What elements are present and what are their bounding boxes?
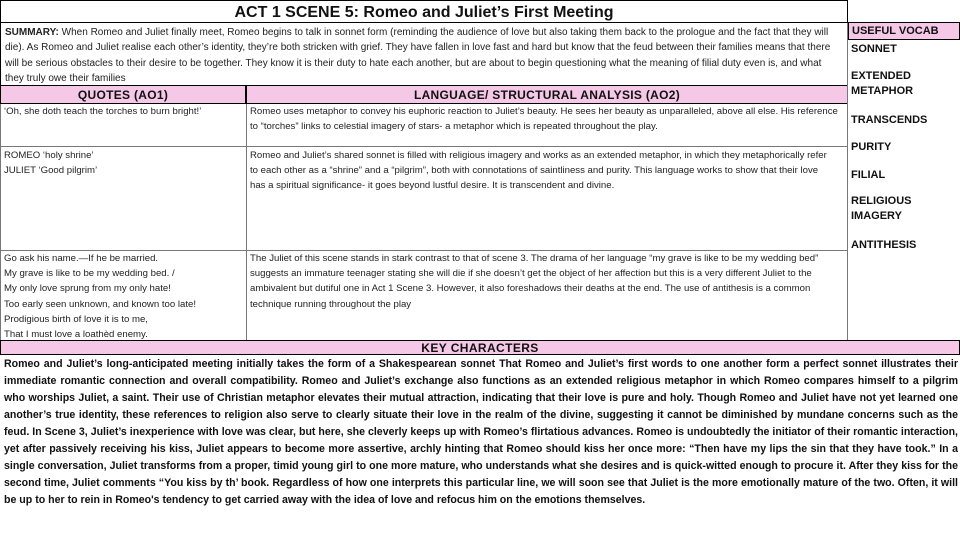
quotes-header: QUOTES (AO1) bbox=[0, 85, 246, 104]
vocab-item: ANTITHESIS bbox=[851, 239, 917, 251]
quote-cell: ROMEO ‘holy shrine’ JULIET ‘Good pilgrim’ bbox=[4, 150, 98, 177]
summary-label: SUMMARY: bbox=[5, 27, 59, 38]
left-border bbox=[0, 104, 1, 340]
vocab-item: RELIGIOUS IMAGERY bbox=[851, 195, 912, 222]
vocab-item: FILIAL bbox=[851, 169, 886, 181]
column-divider bbox=[246, 104, 247, 340]
row-divider bbox=[0, 146, 848, 147]
language-header: LANGUAGE/ STRUCTURAL ANALYSIS (AO2) bbox=[246, 85, 848, 104]
vocab-title: USEFUL VOCAB bbox=[848, 22, 960, 40]
key-characters-text: Romeo and Juliet’s long-anticipated meeting initially takes the form of a Shakespearean sonnet That Romeo and Juliet’s first words to one another form a perfect sonnet illustrates their immediate romantic connection and overall compatibility. Romeo and Juliet’s exchange also functions as an extended religious metaphor in which Romeo compares himself to a pilgrim who worships Juliet, a saint. Their use of Christian metaphor elevates their mutual attraction, indicating that their love is pure and holy. Though Romeo and Juliet have not yet learned one another’s true identity, these references to religion also serve to clearly situate their love in the realm of the divine, suggesting it cannot be diminished by mundane concerns such as the feud. In Scene 3, Juliet’s inexperience with love was clear, but here, she cleverly keeps up with Romeo’s flirtatious advances. Romeo is undoubtedly the initiator of their romantic interaction, yet after passively receiving his kiss, Juliet appears to become more assertive, archly hinting that Romeo should kiss her once more: “Then have my lips the sin that they have took.” In a single conversation, Juliet transforms from a proper, timid young girl to one more mature, who understands what she desires and is quick-witted enough to procure it. After they kiss for the second time, Juliet comments “You kiss by th’ book. Regardless of how one interprets this particular line, we will soon see that Juliet is the more emotionally mature of the two. Often, it will be up to her to rein in Romeo's tendency to get carried away with the idea of love and refocus him on the emotions themselves. bbox=[4, 358, 958, 506]
page-title: ACT 1 SCENE 5: Romeo and Juliet’s First Meeting bbox=[0, 0, 848, 23]
analysis-cell: Romeo and Juliet’s shared sonnet is filled with religious imagery and works as an extended metaphor, in which they metaphorically refer to each other as a “shrine” and a “pilgrim”, both with connotations of saintliness and purity. This language works to show that their love has a spiritual significance- it goes beyond lustful desire. It is transcendent and divine. bbox=[250, 150, 827, 192]
analysis-cell: Romeo uses metaphor to convey his euphoric reaction to Juliet’s beauty. He sees her beauty as unparalleled, above all else. His reference to “torches” links to celestial imagery of stars- a metaphor which is repeated throughout the play. bbox=[250, 106, 838, 133]
summary-text: When Romeo and Juliet finally meet, Romeo begins to talk in sonnet form (reminding the audience of love but also taking them back to the prologue and the fact that they will die). As Romeo and Juliet realise each other’s identity, they’re both stricken with grief. They have fallen in love fast and hard but know that the feud between their families means that there will be serious obstacles to their desire to be together. They know it is their duty to hate each another, but are about to begin questioning what the meaning of filial duty even is, and what they truly owe their families bbox=[5, 27, 831, 85]
summary-box bbox=[0, 23, 848, 85]
vocab-item: TRANSCENDS bbox=[851, 114, 928, 126]
vocab-item: PURITY bbox=[851, 141, 892, 153]
quote-cell: Go ask his name.—If he be married. My grave is like to be my wedding bed. / My only love sprung from my only hate! Too early seen unknown, and known too late! Prodigious birth of love it is to me, That I must love a loathèd enemy. bbox=[4, 253, 197, 339]
vocab-item: SONNET bbox=[851, 43, 897, 55]
quote-cell: ‘Oh, she doth teach the torches to burn bright!’ bbox=[4, 106, 202, 117]
key-characters-header: KEY CHARACTERS bbox=[0, 340, 960, 355]
analysis-cell: The Juliet of this scene stands in stark contrast to that of scene 3. The drama of her language “my grave is like to be my wedding bed” suggests an immature teenager stating she will die if she doesn’t get the object of her affection but this is a very different Juliet to the ambivalent but dutiful one in Act 1 Scene 3. However, it also foreshadows their deaths at the end. The use of antithesis is a common technique running throughout the play bbox=[250, 253, 819, 310]
vocab-item: EXTENDED METAPHOR bbox=[851, 70, 914, 97]
